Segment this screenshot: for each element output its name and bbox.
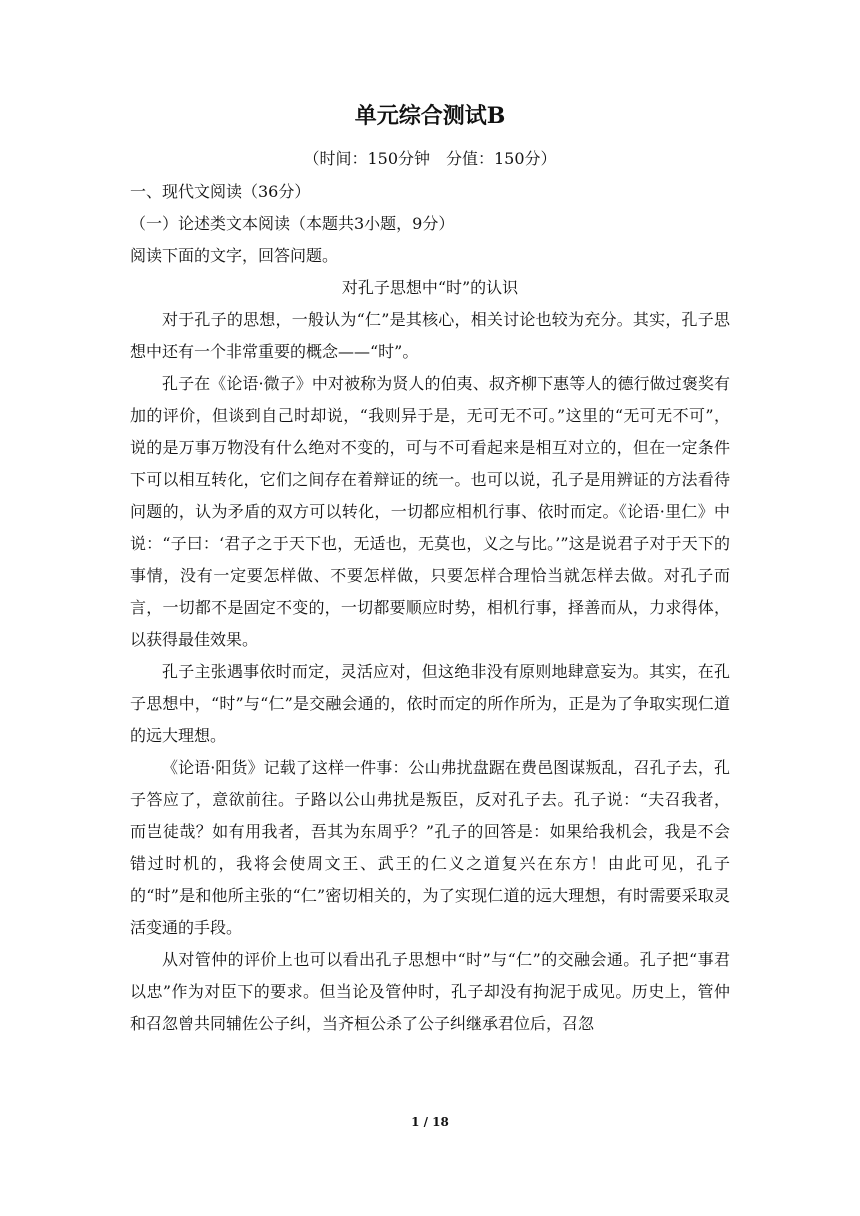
paragraph: 孔子主张遇事依时而定，灵活应对，但这绝非没有原则地肆意妄为。其实，在孔子思想中，“时”与“仁”是交融会通的，依时而定的所作所为，正是为了争取实现仁道的远大理想。: [130, 662, 730, 745]
exam-info: （时间：150分钟 分值：150分）: [303, 149, 557, 168]
subsection-heading: （一）论述类文本阅读（本题共3小题，9分）: [130, 214, 455, 233]
instruction-text: 阅读下面的文字，回答问题。: [130, 246, 339, 265]
paragraph: 从对管仲的评价上也可以看出孔子思想中“时”与“仁”的交融会通。孔子把“事君以忠”作为对臣下的要求。但当论及管仲时，孔子却没有拘泥于成见。历史上，管仲和召忽曾共同辅佐公子纠，当齐桓公杀了公子纠继承君位后，召忽: [130, 950, 730, 1033]
article-title: 对孔子思想中“时”的认识: [341, 278, 519, 297]
paragraph: 孔子在《论语·微子》中对被称为贤人的伯夷、叔齐柳下惠等人的德行做过褒奖有加的评价，但谈到自己时却说，“我则异于是，无可无不可。”这里的“无可无不可”，说的是万事万物没有什么绝对不变的，可与不可看起来是相互对立的，但在一定条件下可以相互转化，它们之间存在着辩证的统一。也可以说，孔子是用辨证的方法看待问题的，认为矛盾的双方可以转化，一切都应相机行事、依时而定。《论语·里仁》中说：“子曰：‘君子之于天下也，无适也，无莫也，义之与比。’”这是说君子对于天下的事情，没有一定要怎样做、不要怎样做，只要怎样合理恰当就怎样去做。对孔子而言，一切都不是固定不变的，一切都要顺应时势，相机行事，择善而从，力求得体，以获得最佳效果。: [130, 374, 730, 649]
document-title: 单元综合测试B: [354, 103, 506, 129]
page-number: 1 / 18: [411, 1115, 449, 1129]
paragraph: 对于孔子的思想，一般认为“仁”是其核心，相关讨论也较为充分。其实，孔子思想中还有一个非常重要的概念——“时”。: [130, 310, 730, 361]
section-heading: 一、现代文阅读（36分）: [130, 182, 311, 201]
paragraph: 《论语·阳货》记载了这样一件事：公山弗扰盘踞在费邑图谋叛乱，召孔子去，孔子答应了，意欲前往。子路以公山弗扰是叛臣，反对孔子去。孔子说：“夫召我者，而岂徒哉？如有用我者，吾其为东周乎？”孔子的回答是：如果给我机会，我是不会错过时机的，我将会使周文王、武王的仁义之道复兴在东方！由此可见，孔子的“时”是和他所主张的“仁”密切相关的，为了实现仁道的远大理想，有时需要采取灵活变通的手段。: [130, 758, 730, 937]
document-body: [130, 176, 730, 1040]
